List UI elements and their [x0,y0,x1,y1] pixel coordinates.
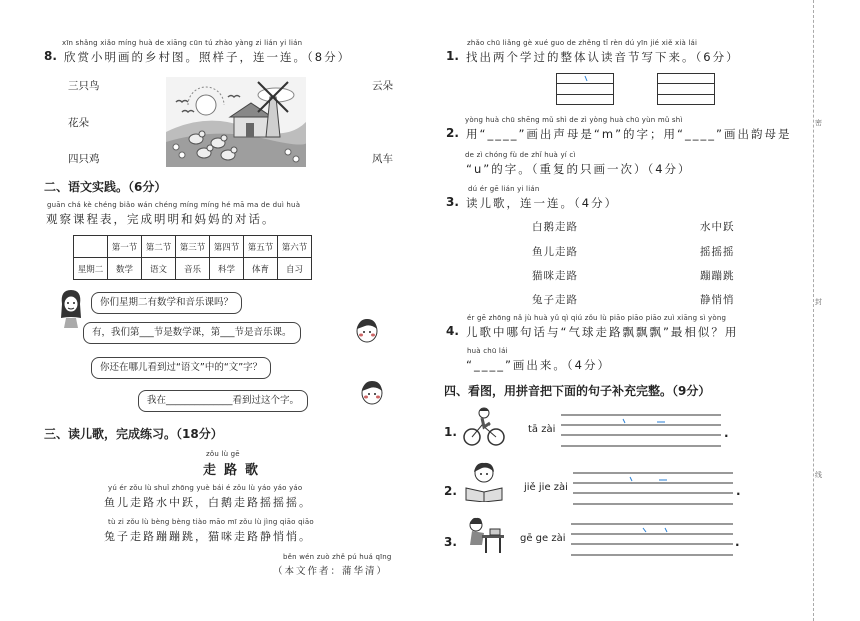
q8-left-item[interactable]: 花朵 [68,117,89,129]
q3-question: 读儿歌，连一连。（4分） [466,196,619,210]
table-cell [74,236,108,258]
answer-box[interactable] [556,73,614,105]
q2-question-line2: “u”的字。（重复的只画一次）（4分） [466,162,692,176]
girl-avatar [58,288,84,328]
poem-line: 鱼儿走路水中跃，白鹅走路摇摇摇。 [104,496,312,509]
dialogue-bubble-mingming[interactable]: 我在______________看到过这个字。 [138,390,308,412]
section3-heading: 三、读儿歌，完成练习。（18分） [44,427,223,441]
table-cell: 体育 [244,258,278,280]
margin-mark: 封 [815,298,822,306]
picture-item-number: 3. [444,535,457,549]
pinyin-writing-lines[interactable] [573,471,737,507]
answer-box[interactable] [657,73,715,105]
boy-avatar [360,380,384,406]
table-row [74,258,312,280]
poem-line-pinyin: tù zi zǒu lù bèng bèng tiào māo mī zǒu lù jìng qiāo qiāo [108,518,314,526]
q1-pinyin: zhǎo chū liǎng gè xué guo de zhěng tǐ rèn dú yīn jié xiě xià lái [467,39,698,47]
q3-left-item[interactable]: 兔子走路 [532,294,578,306]
girl-reading-picture [462,462,506,502]
margin-mark: 密 [815,119,822,127]
table-cell: 语文 [142,258,176,280]
q4-question: 儿歌中哪句话与“气球走路飘飘飘”最相似？用 [466,325,739,339]
q4-pinyin: ér gē zhōng nǎ jù huà yǔ qì qiú zǒu lù piāo piāo piāo zuì xiāng sì yòng [467,314,727,322]
q3-number: 3. [446,195,459,209]
dialogue-bubble-mother: 你还在哪儿看到过“语文”中的“文”字？ [91,357,271,379]
table-cell: 第五节 [244,236,278,258]
q8-question: 欣赏小明画的乡村图。照样子，连一连。（8分） [64,50,352,64]
q1-number: 1. [446,49,459,63]
boy-avatar [355,318,379,344]
sentence-period: . [724,426,729,440]
table-cell: 第四节 [210,236,244,258]
pinyin-writing-lines[interactable] [561,413,729,449]
sentence-period: . [735,535,740,549]
q8-right-item[interactable]: 云朵 [372,80,393,92]
q3-right-item[interactable]: 水中跃 [700,221,735,233]
section4-heading: 四、看图，用拼音把下面的句子补充完整。（9分） [444,384,711,398]
q8-number: 8. [44,49,57,63]
poem-line: 兔子走路蹦蹦跳，猫咪走路静悄悄。 [104,530,312,543]
q4-question-line2: “____”画出来。（4分） [466,358,611,372]
sentence-prompt: tā zài [528,424,556,435]
q2-pinyin-line2: de zì chóng fù de zhǐ huà yí cì [465,151,576,159]
q2-number: 2. [446,126,459,140]
poem-author: （本文作者：蒲华清） [273,566,389,577]
poem-title: 走路歌 [203,463,267,478]
q3-right-item[interactable]: 蹦蹦跳 [700,270,735,282]
table-cell: 第二节 [142,236,176,258]
poem-line-pinyin: yú ér zǒu lù shuǐ zhōng yuè bái é zǒu lù yáo yáo yáo [108,484,303,492]
table-cell: 音乐 [176,258,210,280]
village-picture [166,77,306,167]
table-cell: 科学 [210,258,244,280]
table-cell: 星期二 [74,258,108,280]
margin-mark: 线 [815,471,822,479]
section2-heading: 二、语文实践。（6分） [44,180,167,194]
dialogue-bubble-mother: 你们星期二有数学和音乐课吗？ [91,292,242,314]
picture-item-number: 2. [444,484,457,498]
pinyin-writing-lines[interactable] [571,522,737,558]
dialogue-bubble-mingming[interactable]: 有，我们第___节是数学课，第___节是音乐课。 [83,322,301,344]
table-cell: 第六节 [278,236,312,258]
q4-number: 4. [446,324,459,338]
q8-pinyin: xīn shǎng xiǎo míng huà de xiāng cūn tú zhào yàng zi lián yi lián [62,39,303,47]
table-cell: 自习 [278,258,312,280]
q2-pinyin: yòng huà chū shēng mǔ shì de zì yòng huà chū yùn mǔ shì [465,116,683,124]
poem-title-pinyin: zǒu lù gē [206,450,240,458]
sentence-prompt: jiě jie zài [524,482,568,493]
section2-instruction: 观察课程表，完成明明和妈妈的对话。 [46,212,276,226]
table-cell: 数学 [108,258,142,280]
sentence-prompt: gē ge zài [520,533,566,544]
table-cell: 第三节 [176,236,210,258]
author-pinyin: běn wén zuò zhě pú huá qīng [283,553,392,561]
q8-right-item[interactable]: 风车 [372,153,393,165]
q1-question: 找出两个学过的整体认读音节写下来。（6分） [466,50,740,64]
table-cell: 第一节 [108,236,142,258]
boy-riding-bike-picture [462,407,506,447]
class-schedule-table [73,235,312,280]
picture-item-number: 1. [444,425,457,439]
section2-pinyin: guān chá kè chéng biǎo wán chéng míng míng hé mā ma de duì huà [47,201,301,209]
q8-left-item[interactable]: 三只鸟 [68,80,100,92]
binding-line [813,0,814,621]
q8-left-item[interactable]: 四只鸡 [68,153,100,165]
q3-left-item[interactable]: 白鹅走路 [532,221,578,233]
q3-right-item[interactable]: 静悄悄 [700,294,735,306]
q3-left-item[interactable]: 猫咪走路 [532,270,578,282]
q3-pinyin: dú ér gē lián yi lián [468,185,540,193]
sentence-period: . [736,484,741,498]
q4-pinyin-line2: huà chū lái [467,347,508,355]
q3-right-item[interactable]: 摇摇摇 [700,246,735,258]
q2-question: 用“____”画出声母是“m”的字；用“____”画出韵母是 [466,127,792,141]
table-row [74,236,312,258]
boy-studying-picture [462,517,508,555]
q3-left-item[interactable]: 鱼儿走路 [532,246,578,258]
